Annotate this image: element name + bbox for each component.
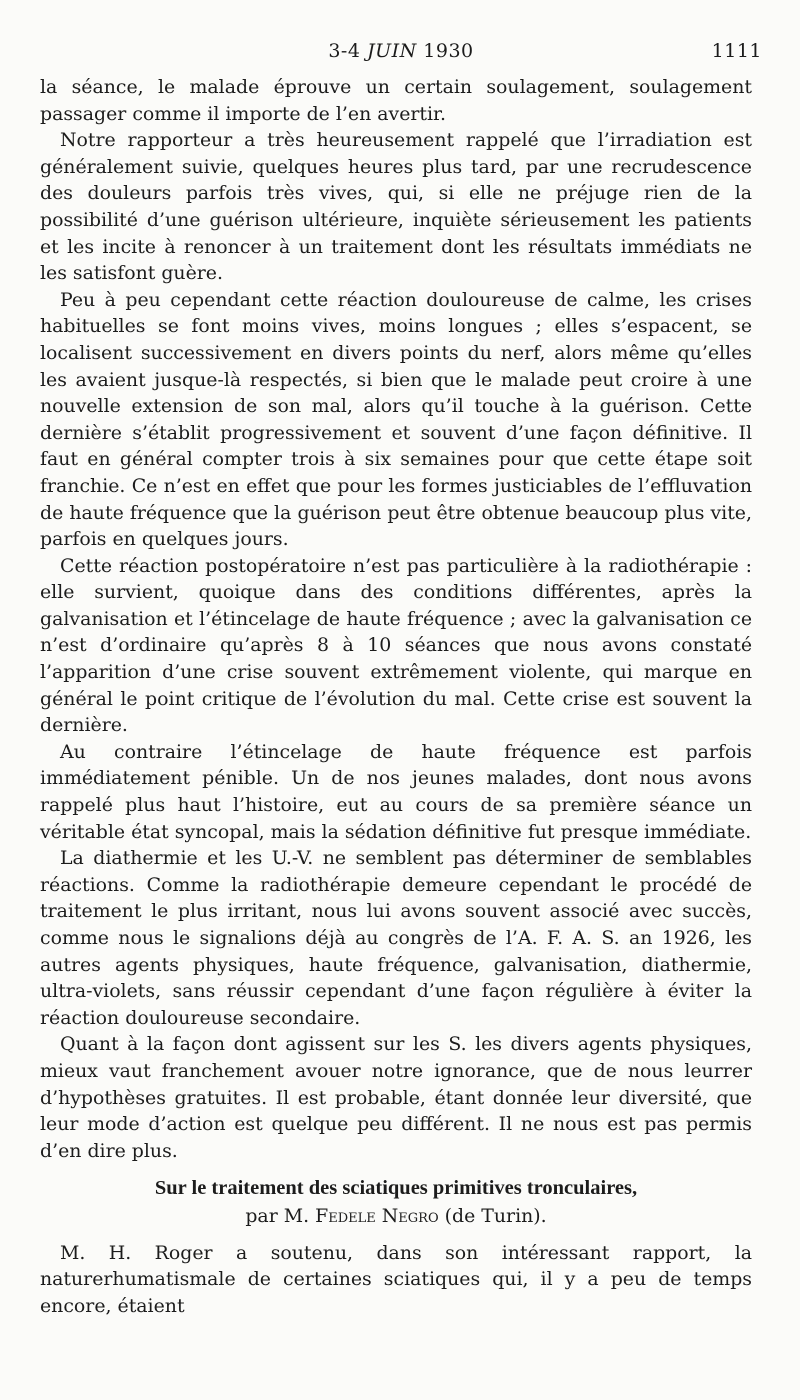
body-text (40, 74, 752, 1164)
page-number: 1111 (711, 40, 762, 62)
paragraph: Peu à peu cependant cette réaction douloureuse de calme, les crises habituelles se font moins vives, moins longues ; elles s’espacent, se localisent successivement en divers points du nerf, alors même qu’elles les avaient jusque-là respectés, si bien que le malade peut croire à une nouvelle extension de son mal, alors qu’il touche à la guérison. Cette dernière s’établit progressivement et souvent d’une façon définitive. Il faut en général compter trois à six semaines pour que cette étape soit franchie. Ce n’est en effet que pour les formes justiciables de l’effluvation de haute fréquence que la guérison peut être obtenue beaucoup plus vite, parfois en quelques jours. (40, 288, 752, 551)
header-date-year: 1930 (423, 40, 474, 62)
byline-place: (de Turin). (444, 1205, 547, 1227)
paragraph: Au contraire l’étincelage de haute fréquence est parfois immédiatement pénible. Un de nos jeunes malades, dont nous avons rappelé plus haut l’histoire, eut au cours de sa première séance un véritable état syncopal, mais la sédation définitive fut presque immédiate. (40, 740, 752, 843)
article-paragraph: M. H. Roger a soutenu, dans son intéressant rapport, la naturerhumatismale de certaines sciatiques qui, il y a peu de temps encore, étaient (40, 1241, 752, 1317)
header-date-prefix: 3-4 (328, 40, 361, 62)
article-section (40, 1173, 752, 1319)
header-date-month: JUIN (366, 40, 417, 62)
paragraph: la séance, le malade éprouve un certain soulagement, soulagement passager comme il importe de l’en avertir. (40, 76, 752, 125)
header-date (40, 40, 762, 62)
paragraph: Notre rapporteur a très heureusement rappelé que l’irradiation est généralement suivie, quelques heures plus tard, par une recrudescence des douleurs parfois très vives, qui, si elle ne préjuge rien de la possibilité d’une guérison ultérieure, inquiète sérieusement les patients et les incite à renoncer à un traitement dont les résultats immédiats ne les satisfont guère. (40, 129, 752, 285)
article-byline (40, 1203, 752, 1230)
article-title: Sur le traitement des sciatiques primitives tronculaires, (154, 1177, 638, 1199)
paragraph: La diathermie et les U.-V. ne semblent pas déterminer de semblables réactions. Comme la radiothérapie demeure cependant le procédé de traitement le plus irritant, nous lui avons souvent associé avec succès, comme nous le signalions déjà au congrès de l’A. F. A. S. an 1926, les autres agents physiques, haute fréquence, galvanisation, diathermie, ultra-violets, sans réussir cependant d’une façon régulière à éviter la réaction douloureuse secondaire. (40, 847, 752, 1029)
byline-author: Fedele Negro (315, 1205, 439, 1227)
running-header (40, 40, 762, 70)
paragraph: Cette réaction postopératoire n’est pas particulière à la radiothérapie : elle survient, quoique dans des conditions différentes, après la galvanisation et l’étincelage de haute fréquence ; avec la galvanisation ce n’est d’ordinaire qu’après 8 à 10 séances que nous avons constaté l’apparition d’une crise souvent extrêmement violente, qui marque en général le point critique de l’évolution du mal. Cette crise est souvent la dernière. (40, 554, 752, 737)
byline-par: par M. (245, 1205, 310, 1227)
paragraph: Quant à la façon dont agissent sur les S. les divers agents physiques, mieux vaut franchement avouer notre ignorance, que de nous leurrer d’hypothèses gratuites. Il est probable, étant donnée leur diversité, que leur mode d’action est quelque peu différent. Il ne nous est pas permis d’en dire plus. (40, 1033, 752, 1162)
